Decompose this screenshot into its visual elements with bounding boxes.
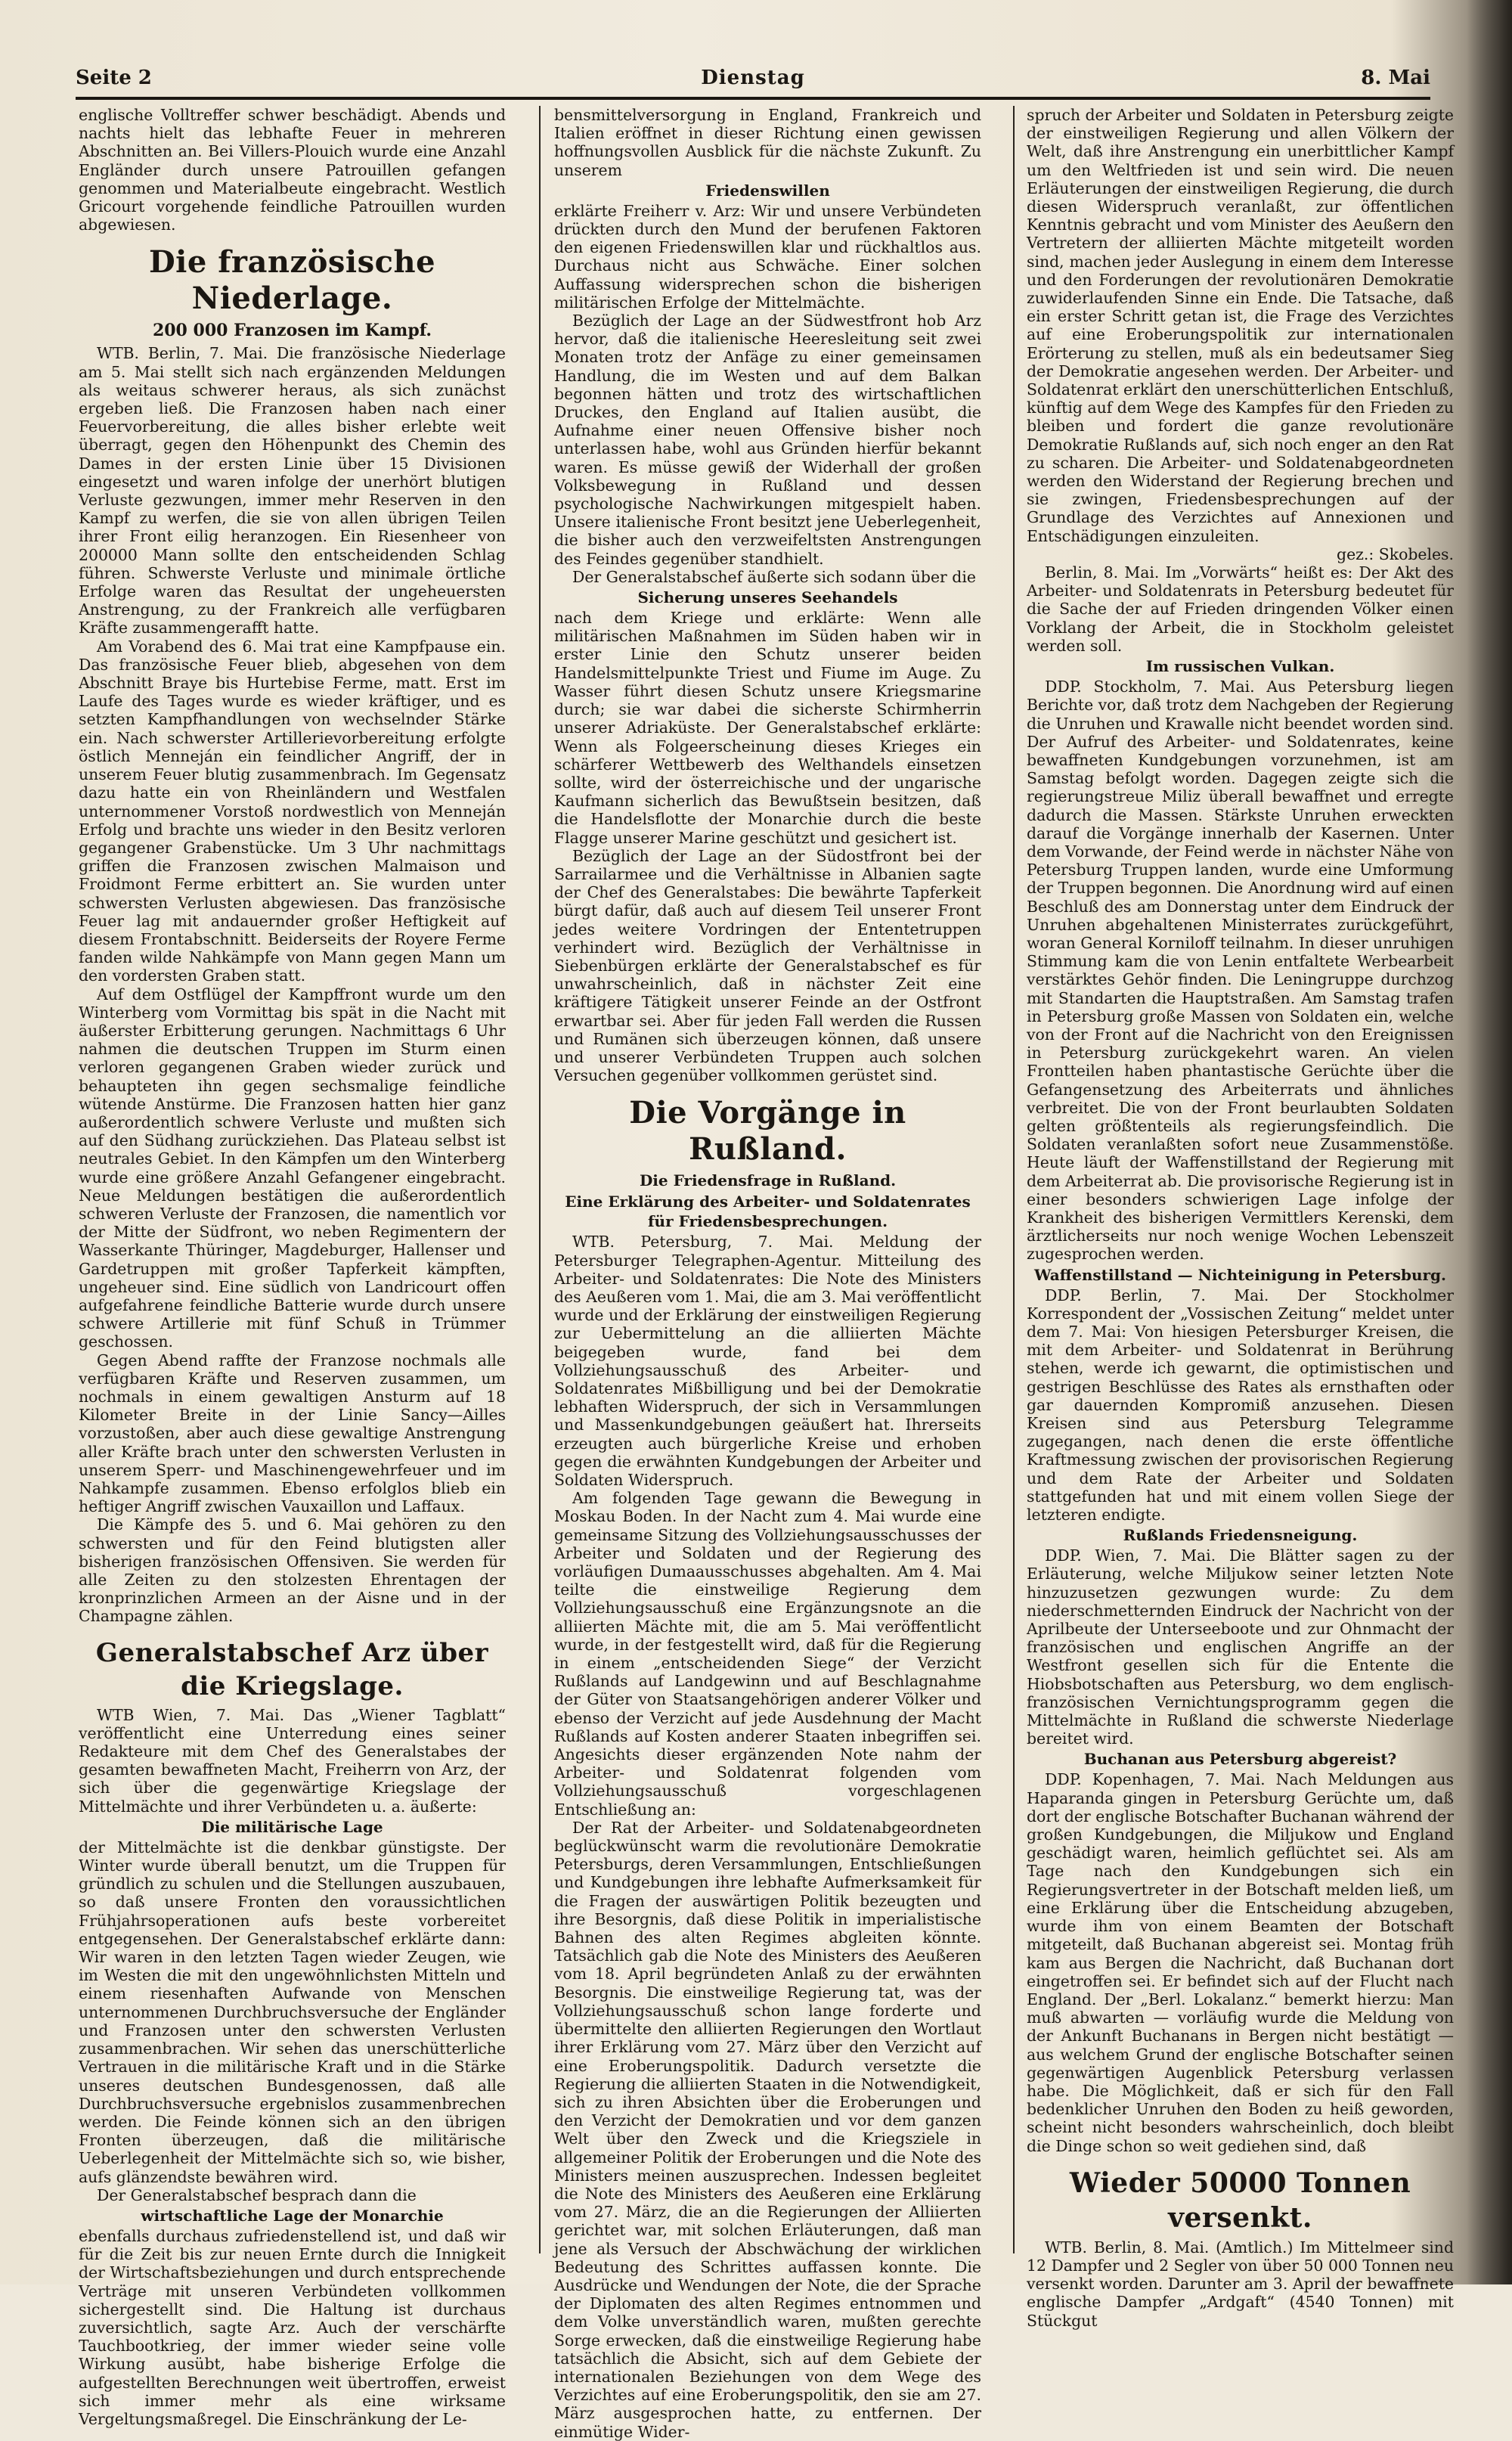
subheadline: Sicherung unseres Seehandels [637,588,898,607]
subheadline: wirtschaftliche Lage der Monarchie [141,2206,444,2225]
headline-arz: Generalstabschef Arz über die Kriegslage. [95,1637,489,1701]
article-text: DDP. Wien, 7. Mai. Die Blätter sagen zu der Erläuterung, welche Miljukow seiner letzten Note hinzuzusetzen gezwungen wurde: Zu dem niederschmetternden Eindruck der Nachricht von der Aprilbeute der Unterseeboote und zur Ohnmacht der französischen und englischen Angriffe an der Westfront gesellen sich für die Entente die Hiobsbotschaften aus Petersburg, wo dem englisch-französischen Vernichtungsprogramm gegen die Mittelmächte in Rußland die schwerste Niederlage bereitet wird. [1027,1546,1454,1748]
article-text: DDP. Kopenhagen, 7. Mai. Nach Meldungen aus Haparanda gingen in Petersburg Gerüchte um, daß dort der englische Botschafter Buchanan während der großen Kundgebungen, die Miljukow und England geschädigt waren, heimlich geflüchtet sei. Als am Tage nach den Kundgebungen sich ein Regierungsvertreter in der Botschaft melden ließ, um eine Erklärung über die Entscheidung abzugeben, wurde ihm von einem Beamten der Botschaft mitgeteilt, daß Buchanan abgereist sei. Montag früh kam aus Bergen die Nachricht, daß Buchanan dort eingetroffen sei. Er befindet sich auf der Flucht nach England. Der „Berl. Lokalanz.“ bemerkt hierzu: Man muß abwarten — vorläufig wurde die Meldung von der Ankunft Buchanans in Bergen nicht bestätigt — aus welchem Grund der englische Botschafter seinen gegenwärtigen Augenblick Petersburg verlassen habe. Die Möglichkeit, daß er sich für den Fall bedenklicher Unruhen den Boden zu heiß geworden, scheint nicht besonders wahrscheinlich, doch bleibt die Dinge schon so weit gediehen sind, daß [1027,1770,1454,2155]
column-1 [79,106,506,2428]
subheadline: Eine Erklärung des Arbeiter- und Soldatenrates für Friedensbesprechungen. [565,1193,971,1231]
article-text: bensmittelversorgung in England, Frankreich und Italien eröffnet in dieser Richtung einen gewissen hoffnungsvollen Ausblick für die nächste Zukunft. Zu unserem [554,106,981,179]
page-header [76,67,1430,92]
issue-date: 8. Mai [1361,67,1430,89]
subheadline: Waffenstillstand — Nichteinigung in Petersburg. [1034,1265,1446,1284]
column-divider [539,106,541,2253]
article-text: nach dem Kriege und erklärte: Wenn alle militärischen Maßnahmen im Süden haben wir in erster Linie den Schutz unserer beiden Handelsmittelpunkte Triest und Fiume im Auge. Zu Wasser führt diesen Schutz unsere Kriegsmarine durch; sie war dabei die sicherste Schirmherrin unserer Adriaküste. Der Generalstabschef erklärte: Wenn als Folgeerscheinung dieses Krieges ein schärferer Wettbewerb des Welthandels einsetzen sollte, wird der österreichische und der ungarische Kaufmann sicherlich das Bewußtsein besitzen, daß die Handelsflotte der Monarchie durch die beste Flagge unserer Marine geschützt und gesichert ist. [554,609,981,847]
headline-sunk: Wieder 50000 Tonnen versenkt. [1069,2167,1411,2234]
page-edge-shadow [1467,0,1512,2284]
article-text: WTB. Petersburg, 7. Mai. Meldung der Petersburger Telegraphen-Agentur. Mitteilung des Arbeiter- und Soldatenrates: Die Note des Ministers des Aeußeren vom 1. Mai, die am 3. Mai veröffentlicht wurde und der Erklärung der einstweiligen Regierung zur Uebermittelung an die alliierten Mächte beigegeben wurde, fand bei dem Vollziehungsausschuß des Arbeiter- und Soldatenrates Mißbilligung und bei der Demokratie lebhaften Widerspruch, der sich in Versammlungen und Massenkundgebungen geäußert hat. Ihrerseits erzeugten auch bürgerliche Kreise und erhoben gegen die erwähnten Kundgebungen der Arbeiter und Soldaten Widerspruch. [554,1233,981,1489]
article-text: DDP. Stockholm, 7. Mai. Aus Petersburg liegen Berichte vor, daß trotz dem Nachgeben der Regierung die Unruhen und Krawalle nicht beendet worden sind. Der Aufruf des Arbeiter- und Soldatenrates, keine bewaffneten Kundgebungen vorzunehmen, ist am Samstag befolgt worden. Dagegen zeigte sich die regierungstreue Miliz überall bewaffnet und erregte dadurch die Massen. Stärkste Unruhen erweckten darauf die Vorgänge innerhalb der Kasernen. Unter dem Vorwande, der Feind werde in nächster Nähe von Petersburg Truppen landen, wurde eine Umformung der Truppen begonnen. Die Anordnung wird auf einen Beschluß des am Donnerstag unter dem Eindruck der Unruhen abgehaltenen Ministerrates zurückgeführt, woran General Korniloff teilnahm. In dieser unruhigen Stimmung kam die von Lenin entfaltete Werbearbeit verstärktes Gehör finden. Die Leningruppe durchzog mit Standarten die Hauptstraßen. Am Samstag trafen in Petersburg große Massen von Soldaten ein, welche von der Front auf die Nachricht von den Ereignissen in Petersburg zurückgekehrt waren. An vielen Frontteilen haben phantastische Gerüchte über die Gefangensetzung des Arbeiterrats und ähnliches verbreitet. Die von der Front beurlaubten Soldaten gelten größtenteils als regierungsfeindlich. Die Soldaten veranlaßten sofort neue Zusammenstöße. Heute läuft der Waffenstillstand der Regierung mit dem Arbeiterrat ab. Die provisorische Regierung ist in einer besonders schwierigen Lage infolge der Krankheit des bisherigen Vermittlers Kerenski, dem ärztlicherseits nur noch wenige Wochen Lebenszeit zugesprochen werden. [1027,678,1454,1264]
headline-french-defeat: Die französische Niederlage. [148,244,436,317]
article-text: WTB Wien, 7. Mai. Das „Wiener Tagblatt“ veröffentlicht eine Unterredung eines seiner Redakteure mit dem Chef des Generalstabes der gesamten bewaffneten Macht, Freiherrn von Arz, der sich über die gegenwärtige Kriegslage der Mittelmächte und ihrer Verbündeten u. a. äußerte: [79,1705,506,1816]
article-text: WTB. Berlin, 8. Mai. (Amtlich.) Im Mittelmeer sind 12 Dampfer und 2 Segler von über 50 000 Tonnen neu versenkt worden. Darunter am 3. April der bewaffnete englische Dampfer „Ardgaft“ (4540 Tonnen) mit Stückgut [1027,2238,1454,2330]
article-text: Am Vorabend des 6. Mai trat eine Kampfpause ein. Das französische Feuer blieb, abgesehen von dem Abschnitt Braye bis Hurtebise Ferme, matt. Erst im Laufe des Tages wurde es wieder kräftiger, und es setzten Kampfhandlungen von wechselnder Stärke ein. Nach schwerster Artillerievorbereitung erfolgte östlich Menneján ein feindlicher Angriff, der in unserem Feuer blutig zusammenbrach. Im Gegensatz dazu hatte ein von Rheinländern und Westfalen unternommener Vorstoß nordwestlich von Menneján Erfolg und brachte uns wieder in den Besitz verloren gegangener Grabenstücke. Um 3 Uhr nachmittags griffen die Franzosen zwischen Malmaison und Froidmont Ferme erbittert an. Sie wurden unter schwersten Verlusten abgewiesen. Das französische Feuer lag mit andauernder großer Heftigkeit auf diesem Frontabschnitt. Beiderseits der Royere Ferme fanden wilde Nahkämpfe von Mann gegen Mann um den vordersten Graben statt. [79,637,506,985]
headline-russia: Die Vorgänge in Rußland. [629,1095,906,1168]
subheadline: Die Friedensfrage in Rußland. [639,1171,897,1190]
article-text: Berlin, 8. Mai. Im „Vorwärts“ heißt es: Der Akt des Arbeiter- und Soldatenrats in Petersburg bedeutet für die Sache der auf Frieden dringenden Völker einen Vorklang der Arbeit, die in Stockholm geleistet werden soll. [1027,563,1454,655]
article-text: Bezüglich der Lage an der Südwestfront hob Arz hervor, daß die italienische Heeresleitung seit zwei Monaten trotz der Anfäge zu einer gemeinsamen Handlung, die im Westen und auf dem Balkan begonnen hätten und trotz des wirtschaftlichen Druckes, den England auf Italien ausübt, die Aufnahme einer neuen Offensive bisher noch unterlassen habe, wohl aus Gründen hierfür bekannt waren. Es müsse gewiß der Widerhall der großen Volksbewegung in Rußland und dessen psychologische Nachwirkungen mitgespielt haben. Unsere italienische Front besitzt jene Ueberlegenheit, die bisher auch den verzweifeltsten Anstrengungen des Feindes gegenüber standhielt. [554,312,981,568]
column-divider [1013,106,1015,2253]
article-text: Der Generalstabschef äußerte sich sodann über die [572,567,976,586]
article-text: Die Kämpfe des 5. und 6. Mai gehören zu den schwersten und für den Feind blutigsten aller bisherigen französischen Offensiven. Sie werden für alle Zeiten zu den stolzesten Ehrentagen der kronprinzlichen Armeen an der Aisne und in der Champagne zählen. [79,1515,506,1626]
weekday: Dienstag [701,67,805,89]
article-text: WTB. Berlin, 7. Mai. Die französische Niederlage am 5. Mai stellt sich nach ergänzenden Meldungen als weitaus schwerer heraus, als sich zunächst ergeben ließ. Die Franzosen haben nach einer Feuervorbereitung, die alles bisher erlebte weit überragt, gegen den Höhenpunkt des Chemin des Dames in der ersten Linie über 15 Divisionen eingesetzt und waren infolge der unerhört blutigen Verluste gezwungen, immer mehr Reserven in den Kampf zu werfen, die sie von allen übrigen Teilen ihrer Front eilig heranzogen. Ein Riesenheer von 200000 Mann sollte den entscheidenden Schlag führen. Schwerste Verluste und minimale örtliche Erfolge waren das Resultat der ungeheuersten Anstrengung, zu der Frankreich alle verfügbaren Kräfte zusammengerafft hatte. [79,344,506,637]
article-text: Auf dem Ostflügel der Kampffront wurde um den Winterberg vom Vormittag bis spät in die Nacht mit äußerster Erbitterung gerungen. Nachmittags 6 Uhr nahmen die deutschen Truppen im Sturm einen verloren gegangenen Graben wieder zurück und behaupteten ihn gegen sechsmalige feindliche wütende Anstürme. Die Franzosen hatten hier ganz außerordentlich schwere Verluste und mußten sich auf den Südhang zurückziehen. Das Plateau selbst ist neutrales Gebiet. In den Kämpfen um den Winterberg wurde eine größere Anzahl Gefangener eingebracht. Neue Meldungen bestätigen die außerordentlich schweren Verluste der Franzosen, die namentlich vor der Mitte der Südfront, wo neben Regimentern der Wasserkante Thüringer, Magdeburger, Hallenser und Gardetruppen mit großer Tapferkeit kämpften, ungeheuer sind. Eine südlich von Landricourt offen aufgefahrene feindliche Batterie wurde durch unsere schwere Artillerie mit fünf Schuß in Trümmer geschossen. [79,985,506,1351]
article-text: erklärte Freiherr v. Arz: Wir und unsere Verbündeten drückten durch den Mund der berufenen Faktoren den eigenen Friedenswillen klar und rückhaltlos aus. Durchaus nicht aus Schwäche. Einer solchen Auffassung widersprechen schon die bisherigen militärischen Erfolge der Mittelmächte. [554,201,981,312]
column-2 [554,106,981,2441]
signature-line: gez.: Skobeles. [1337,544,1454,563]
header-rule [76,97,1430,100]
subheadline: Rußlands Friedensneigung. [1123,1526,1358,1545]
article-text: Der Rat der Arbeiter- und Soldatenabgeordneten beglückwünscht warm die revolutionäre Demokratie Petersburgs, deren Versammlungen, Entschließungen und Kundgebungen ihre lebhafte Aufmerksamkeit für die Fragen der auswärtigen Politik bezeugten und ihre Besorgnis, daß diese Politik in imperialistische Bahnen des alten Regimes abgleiten könnte. Tatsächlich gab die Note des Ministers des Aeußeren vom 18. April begründeten Anlaß zu der erwähnten Besorgnis. Die einstweilige Regierung tat, was der Vollziehungsausschuß schon lange forderte und übermittelte den alliierten Regierungen den Wortlaut ihrer Erklärung vom 27. März über den Verzicht auf eine Eroberungspolitik. Dadurch versetzte die Regierung die alliierten Staaten in die Notwendigkeit, sich zu ihren Absichten über die Eroberungen und den Verzicht der Demokratien und vor dem ganzen Welt über den Zweck und die Kriegsziele in allgemeiner Politik der Eroberungen und die Note des Ministers meinen auszusprechen. Indessen begleitet die Note des Ministers des Aeußeren eine Erklärung vom 27. März, die an die Regierungen der Alliierten gerichtet war, mit solchen Erläuterungen, daß man jene als Versuch der Abschwächung der wirklichen Bedeutung des Schrittes auffassen konnte. Die Ausdrücke und Wendungen der Note, die der Sprache der Diplomaten des alten Regimes entnommen und dem Volke unverständlich waren, mußten gerechte Sorge erwecken, daß die einstweilige Regierung habe tatsächlich die Absicht, sich auf dem Gebiete der internationalen Beziehungen von dem Wege des Verzichtes auf eine Eroberungspolitik, den sie am 27. März ausgesprochen hatte, zu entfernen. Der einmütige Wider- [554,1818,981,2441]
subheadline: Die militärische Lage [201,1817,383,1836]
subheadline: Friedenswillen [705,181,830,200]
article-text: Am folgenden Tage gewann die Bewegung in Moskau Boden. In der Nacht zum 4. Mai wurde eine gemeinsame Sitzung des Vollziehungsausschusses der Arbeiter und Soldaten und der Regierung des vorläufigen Dumaausschusses abgehalten. Am 4. Mai teilte die einstweilige Regierung dem Vollziehungsausschuß eine Ergänzungsnote an die alliierten Mächte mit, die am 5. Mai veröffentlicht wurde, in der festgestellt wird, daß für die Regierung in einem „entscheidenden Siege“ der Verzicht Rußlands auf Landgewinn und auf Beschlagnahme der Güter von Staatsangehörigen anderer Völker und ebenso der Verzicht auf jede Ausdehnung der Macht Rußlands auf Kosten anderer Staaten inbegriffen sei. Angesichts dieser ergänzenden Note nahm der Arbeiter- und Soldatenrat folgenden vom Vollziehungsausschuß vorgeschlagenen Entschließung an: [554,1489,981,1819]
article-text: Bezüglich der Lage an der Südostfront bei der Sarrailarmee und die Verhältnisse in Albanien sagte der Chef des Generalstabes: Die bewährte Tapferkeit bürgt dafür, daß auch auf diesem Teil unserer Front jedes weitere Vordringen der Ententetruppen verhindert wird. Bezüglich der Verhältnisse in Siebenbürgen erklärte der Generalstabschef es für unwahrscheinlich, daß in nächster Zeit eine kräftigere Tätigkeit unserer Feinde an der Ostfront erwartbar sei. Aber für jeden Fall werden die Russen und Rumänen sich überzeugen können, daß unsere und unserer Verbündeten Truppen auch solchen Versuchen gegenüber vollkommen gerüstet sind. [554,846,981,1085]
article-text: ebenfalls durchaus zufriedenstellend ist, und daß wir für die Zeit bis zur neuen Ernte durch die Innigkeit der Wirtschaftsbeziehungen und durch entsprechende Verträge mit unseren Verbündeten vollkommen sichergestellt sind. Die Haltung ist durchaus zuversichtlich, sagte Arz. Auch der verschärfte Tauchbootkrieg, der immer wieder seine volle Wirkung ausübt, habe bisherige Erfolge die aufgestellten Berechnungen weit übertroffen, erweist sich immer mehr als eine wirksame Vergeltungsmaßregel. Die Einschränkung der Le- [79,2226,506,2428]
article-text: spruch der Arbeiter und Soldaten in Petersburg zeigte der einstweiligen Regierung und allen Völkern der Welt, daß ihre Anstrengung ein unerbittlicher Kampf um den Weltfrieden ist und sein wird. Die neuen Erläuterungen der einstweiligen Regierung, die durch diesen Widerspruch veranlaßt, zur öffentlichen Kenntnis gebracht und vom Minister des Aeußern den Vertretern der alliierten Mächte mitgeteilt worden sind, machen jeder Auslegung in einem dem Interesse und den Forderungen der revolutionären Demokratie zuwiderlaufenden Sinne ein Ende. Die Tatsache, daß ein erster Schritt getan ist, die Frage des Verzichtes auf eine Eroberungspolitik zur internationalen Erörterung zu stellen, muß als ein bedeutsamer Sieg der Demokratie angesehen werden. Der Arbeiter- und Soldatenrat erklärt den unerschütterlichen Entschluß, künftig auf dem Wege des Kampfes für den Frieden zu bleiben und fordert die ganze revolutionäre Demokratie Rußlands auf, sich noch enger an den Rat zu scharen. Die Arbeiter- und Soldatenabgeordneten werden den Widerstand der Regierung brechen und sie zwingen, Friedensbesprechungen auf der Grundlage des Verzichtes auf Annexionen und Entschädigungen einzuleiten. [1027,106,1454,545]
column-3 [1027,106,1454,2330]
article-text: Gegen Abend raffte der Franzose nochmals alle verfügbaren Kräfte und Reserven zusammen, um nochmals in einem gewaltigen Ansturm auf 18 Kilometer Breite in der Linie Sancy—Ailles vorzustoßen, aber auch diese gewaltige Anstrengung aller Kräfte brach unter den schwersten Verlusten in unserem Sperr- und Maschinengewehrfeuer und im Nahkampfe zusammen. Ebenso erfolglos blieb ein heftiger Angriff zwischen Vauxaillon und Laffaux. [79,1351,506,1516]
article-text: der Mittelmächte ist die denkbar günstigste. Der Winter wurde überall benutzt, um die Truppen für gründlich zu schulen und die Stellungen auszubauen, so daß unsere Fronten den voraussichtlichen Frühjahrsoperationen aufs beste vorbereitet entgegensehen. Der Generalstabschef erklärte dann: Wir waren in den letzten Tagen wieder Zeugen, wie im Westen die mit den ungewöhnlichsten Mitteln und einem riesenhaften Aufwande von Menschen unternommenen Durchbruchsversuche der Engländer und Franzosen unter den schwersten Verlusten zusammenbrachen. Wir sehen das unerschütterliche Vertrauen in die militärische Kraft und in die Stärke unseres deutschen Bundesgenossen, daß alle Durchbruchsversuche ergebnislos zusammenbrechen werden. Die Feinde können sich an den übrigen Fronten überzeugen, daß die militärische Ueberlegenheit der Mittelmächte sich so, wie bisher, aufs glänzendste bewähren wird. [79,1838,506,2186]
subheadline: Im russischen Vulkan. [1145,657,1335,676]
subheadline: Buchanan aus Petersburg abgereist? [1083,1750,1397,1769]
page-number: Seite 2 [76,67,152,89]
article-text: Der Generalstabschef besprach dann die [97,2185,417,2204]
subheadline: 200 000 Franzosen im Kampf. [152,321,432,341]
article-text: englische Volltreffer schwer beschädigt. Abends und nachts hielt das lebhafte Feuer in mehreren Abschnitten an. Bei Villers-Plouich wurde eine Anzahl Engländer durch unsere Patrouillen gefangen genommen und Materialbeute eingebracht. Westlich Gricourt vorgehende feindliche Patrouillen wurden abgewiesen. [79,106,506,234]
article-text: DDP. Berlin, 7. Mai. Der Stockholmer Korrespondent der „Vossischen Zeitung“ meldet unter dem 7. Mai: Von hiesigen Petersburger Kreisen, die mit dem Arbeiter- und Soldatenrat in Berührung stehen, werde ich gewarnt, die optimistischen und gestrigen Beschlüsse des Rates als ernsthaften oder gar dauernden Kompromiß anzusehen. Diesen Kreisen sind aus Petersburg Telegramme zugegangen, nach denen die erste öffentliche Kraftmessung zwischen der provisorischen Regierung und dem Rate der Arbeiter und Soldaten stattgefunden hat und mit einem vollen Siege der letzteren endigte. [1027,1286,1454,1524]
